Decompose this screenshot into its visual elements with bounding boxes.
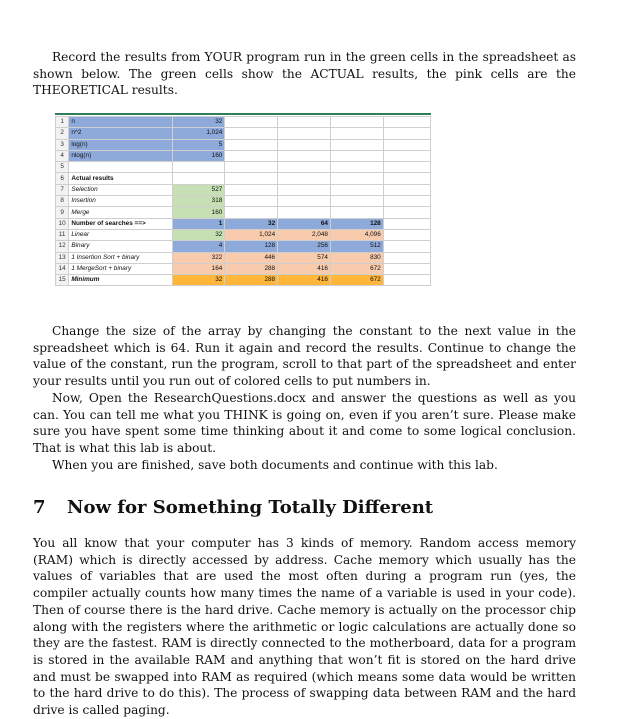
row-label: Minimum	[69, 275, 172, 286]
empty-cell[interactable]	[383, 128, 430, 139]
row-label: Number of searches ==>	[69, 218, 172, 229]
empty-cell[interactable]	[225, 173, 278, 184]
sheet-row	[56, 252, 431, 263]
results-spreadsheet	[55, 113, 431, 299]
sheet-row	[56, 241, 431, 252]
sheet-row	[56, 275, 431, 286]
value-cell[interactable]: 32	[172, 117, 225, 128]
empty-cell[interactable]	[383, 196, 430, 207]
spreadsheet-grid	[55, 116, 431, 286]
sheet-row	[56, 173, 431, 184]
row-number: 3	[56, 139, 69, 150]
section-heading	[33, 497, 433, 518]
row-label: Binary	[69, 241, 172, 252]
empty-cell[interactable]	[383, 263, 430, 274]
empty-cell[interactable]	[383, 218, 430, 229]
sheet-row	[56, 218, 431, 229]
value-cell[interactable]: 1,024	[172, 128, 225, 139]
section-title: Now for Something Totally Different	[67, 497, 434, 518]
value-cell[interactable]: 672	[330, 275, 383, 286]
value-cell[interactable]: 318	[172, 196, 225, 207]
row-label: 1 Insertion Sort + binary	[69, 252, 172, 263]
empty-cell[interactable]	[330, 173, 383, 184]
empty-cell[interactable]	[225, 162, 278, 173]
value-cell[interactable]: 322	[172, 252, 225, 263]
value-cell[interactable]: 160	[172, 207, 225, 218]
empty-cell[interactable]	[383, 139, 430, 150]
empty-cell[interactable]	[225, 128, 278, 139]
value-cell[interactable]: 527	[172, 184, 225, 195]
sheet-row	[56, 128, 431, 139]
memory-paragraph: You all know that your computer has 3 kinds of memory. Random access memory (RAM) which is directly accessed by address. Cache memory which usually has the values of variables that are used the most often during a program run (yes, the compiler actually counts how many times the name of a variable is used in your code). Then of course there is the hard drive. Cache memory is actually on the processor chip along with the registers where the arithmetic or logic calculations are actually done so they are the fastest. RAM is directly connected to the motherboard, data for a program is stored in the available RAM and anything that won’t fit is stored on the hard drive and must be swapped into RAM as required (which means some data would be written to the hard drive to do this). The process of swapping data between RAM and the hard drive is called paging.	[33, 536, 576, 718]
section-number: 7	[33, 497, 46, 518]
empty-cell[interactable]	[383, 173, 430, 184]
empty-cell[interactable]	[330, 184, 383, 195]
empty-cell[interactable]	[278, 139, 331, 150]
row-number: 13	[56, 252, 69, 263]
sheet-row	[56, 229, 431, 240]
sheet-row	[56, 150, 431, 161]
row-number: 15	[56, 275, 69, 286]
value-cell[interactable]: 64	[278, 218, 331, 229]
empty-cell[interactable]	[383, 252, 430, 263]
empty-cell[interactable]	[278, 117, 331, 128]
row-number: 10	[56, 218, 69, 229]
empty-cell[interactable]	[383, 275, 430, 286]
value-cell[interactable]: 32	[172, 275, 225, 286]
empty-cell[interactable]	[383, 207, 430, 218]
value-cell[interactable]: 288	[225, 275, 278, 286]
value-cell[interactable]: 416	[278, 263, 331, 274]
value-cell[interactable]: 160	[172, 150, 225, 161]
empty-cell[interactable]	[172, 162, 225, 173]
empty-cell[interactable]	[383, 162, 430, 173]
empty-cell[interactable]	[278, 196, 331, 207]
value-cell[interactable]: 1,024	[225, 229, 278, 240]
value-cell[interactable]: 128	[225, 241, 278, 252]
empty-cell[interactable]	[383, 150, 430, 161]
sheet-top-border	[55, 113, 431, 115]
row-number: 11	[56, 229, 69, 240]
empty-cell[interactable]	[172, 173, 225, 184]
empty-cell[interactable]	[225, 184, 278, 195]
row-number: 14	[56, 263, 69, 274]
empty-cell[interactable]	[330, 162, 383, 173]
empty-cell[interactable]	[278, 162, 331, 173]
empty-cell[interactable]	[330, 139, 383, 150]
row-label	[69, 162, 172, 173]
value-cell[interactable]: 164	[172, 263, 225, 274]
empty-cell[interactable]	[225, 196, 278, 207]
row-label: nlog(n)	[69, 150, 172, 161]
sheet-row	[56, 184, 431, 195]
value-cell[interactable]: 32	[225, 218, 278, 229]
row-number: 2	[56, 128, 69, 139]
value-cell[interactable]: 830	[330, 252, 383, 263]
sheet-row	[56, 117, 431, 128]
value-cell[interactable]: 256	[278, 241, 331, 252]
value-cell[interactable]: 288	[225, 263, 278, 274]
empty-cell[interactable]	[330, 196, 383, 207]
row-label: Insertion	[69, 196, 172, 207]
empty-cell[interactable]	[278, 184, 331, 195]
empty-cell[interactable]	[225, 139, 278, 150]
value-cell[interactable]: 512	[330, 241, 383, 252]
sheet-row	[56, 207, 431, 218]
empty-cell[interactable]	[330, 150, 383, 161]
empty-cell[interactable]	[278, 128, 331, 139]
value-cell[interactable]: 574	[278, 252, 331, 263]
empty-cell[interactable]	[278, 150, 331, 161]
value-cell[interactable]: 4,096	[330, 229, 383, 240]
value-cell[interactable]: 446	[225, 252, 278, 263]
row-number: 7	[56, 184, 69, 195]
empty-cell[interactable]	[383, 229, 430, 240]
empty-cell[interactable]	[225, 207, 278, 218]
row-number: 8	[56, 196, 69, 207]
row-label: Selection	[69, 184, 172, 195]
value-cell[interactable]: 128	[330, 218, 383, 229]
row-label: 1 MergeSort + binary	[69, 263, 172, 274]
empty-cell[interactable]	[383, 184, 430, 195]
sheet-row	[56, 162, 431, 173]
row-label: log(n)	[69, 139, 172, 150]
empty-cell[interactable]	[383, 241, 430, 252]
empty-cell[interactable]	[330, 128, 383, 139]
value-cell[interactable]: 4	[172, 241, 225, 252]
row-number: 6	[56, 173, 69, 184]
value-cell[interactable]: 1	[172, 218, 225, 229]
row-number: 4	[56, 150, 69, 161]
row-label: Linear	[69, 229, 172, 240]
value-cell[interactable]: 672	[330, 263, 383, 274]
empty-cell[interactable]	[330, 207, 383, 218]
row-label: Merge	[69, 207, 172, 218]
value-cell[interactable]: 5	[172, 139, 225, 150]
sheet-row	[56, 263, 431, 274]
sheet-row	[56, 139, 431, 150]
row-number: 5	[56, 162, 69, 173]
row-number: 12	[56, 241, 69, 252]
sheet-row	[56, 196, 431, 207]
empty-cell[interactable]	[383, 117, 430, 128]
paragraph-research-questions: Now, Open the ResearchQuestions.docx and answer the questions as well as you can. You can tell me what you THINK is going on, even if you aren’t sure. Please make sure you have spent some time thinking about it and come to some logical conclusion. That is what this lab is about.	[33, 391, 576, 456]
row-label: n^2	[69, 128, 172, 139]
value-cell[interactable]: 416	[278, 275, 331, 286]
paragraph-change-size: Change the size of the array by changing the constant to the next value in the spreadsheet which is 64. Run it again and record the results. Continue to change the value of the constant, run the program, scroll to that part of the spreadsheet and enter your results until you run out of colored cells to put numbers in.	[33, 324, 576, 389]
empty-cell[interactable]	[278, 207, 331, 218]
value-cell[interactable]: 2,048	[278, 229, 331, 240]
intro-paragraph: Record the results from YOUR program run in the green cells in the spreadsheet as shown below. The green cells show the ACTUAL results, the pink cells are the THEORETICAL results.	[33, 50, 576, 98]
row-label: n	[69, 117, 172, 128]
empty-cell[interactable]	[225, 117, 278, 128]
empty-cell[interactable]	[278, 173, 331, 184]
row-label: Actual results	[69, 173, 172, 184]
value-cell[interactable]: 32	[172, 229, 225, 240]
paragraph-save-documents: When you are finished, save both documents and continue with this lab.	[52, 458, 498, 472]
empty-cell[interactable]	[225, 150, 278, 161]
empty-cell[interactable]	[330, 117, 383, 128]
row-number: 1	[56, 117, 69, 128]
row-number: 9	[56, 207, 69, 218]
